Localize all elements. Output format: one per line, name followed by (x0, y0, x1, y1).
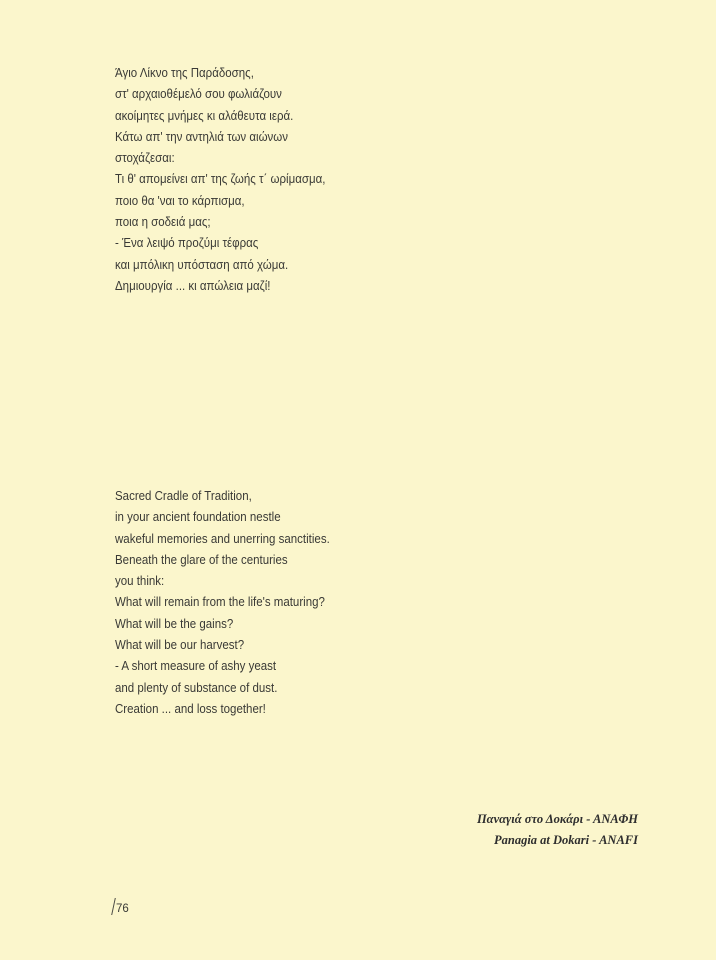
photo-caption (477, 809, 638, 851)
poem-line: και μπόλικη υπόσταση από χώμα. (115, 257, 289, 272)
poem-line: ποιο θα 'ναι το κάρπισμα, (115, 193, 245, 208)
caption-greek: Παναγιά στο Δοκάρι - ΑΝΑΦΗ (476, 812, 638, 826)
poem-line: you think: (115, 574, 165, 589)
poem-line: Άγιο Λίκνο της Παράδοσης, (115, 66, 254, 80)
poem-line: - Ένα λειψό προζύμι τέφρας (115, 236, 259, 251)
poem-line: Sacred Cradle of Tradition, (115, 489, 252, 503)
poem-line: and plenty of substance of dust. (115, 680, 278, 695)
poem-line: in your ancient foundation nestle (115, 510, 281, 525)
poem-line: What will be the gains? (115, 616, 234, 631)
poem-line: - A short measure of ashy yeast (115, 659, 277, 674)
poem-line: What will remain from the life's maturing? (115, 595, 325, 610)
poem-line: Beneath the glare of the centuries (115, 552, 288, 567)
caption-english: Panagia at Dokari - ANAFI (493, 833, 638, 847)
poem-line: Κάτω απ' την αντηλιά των αιώνων (115, 129, 289, 144)
page-number-text: 76 (116, 903, 129, 915)
poem-line: ποια η σοδειά μας; (115, 215, 211, 230)
poem-line: στοχάζεσαι: (115, 151, 175, 166)
poem-line: wakeful memories and unerring sanctities. (115, 531, 330, 546)
page-number (113, 898, 129, 915)
poem-line: στ' αρχαιοθέμελό σου φωλιάζουν (115, 87, 282, 102)
poem-line: ακοίμητες μνήμες κι αλάθευτα ιερά. (115, 108, 294, 123)
poem-line: Τι θ' απομείνει απ' της ζωής τ΄ ωρίμασμα, (115, 172, 326, 187)
poem-english (115, 486, 348, 720)
poem-line: Δημιουργία ... κι απώλεια μαζί! (115, 278, 271, 293)
poem-line: What will be our harvest? (115, 638, 245, 653)
poem-line: Creation ... and loss together! (115, 701, 266, 716)
poem-greek (115, 63, 344, 297)
